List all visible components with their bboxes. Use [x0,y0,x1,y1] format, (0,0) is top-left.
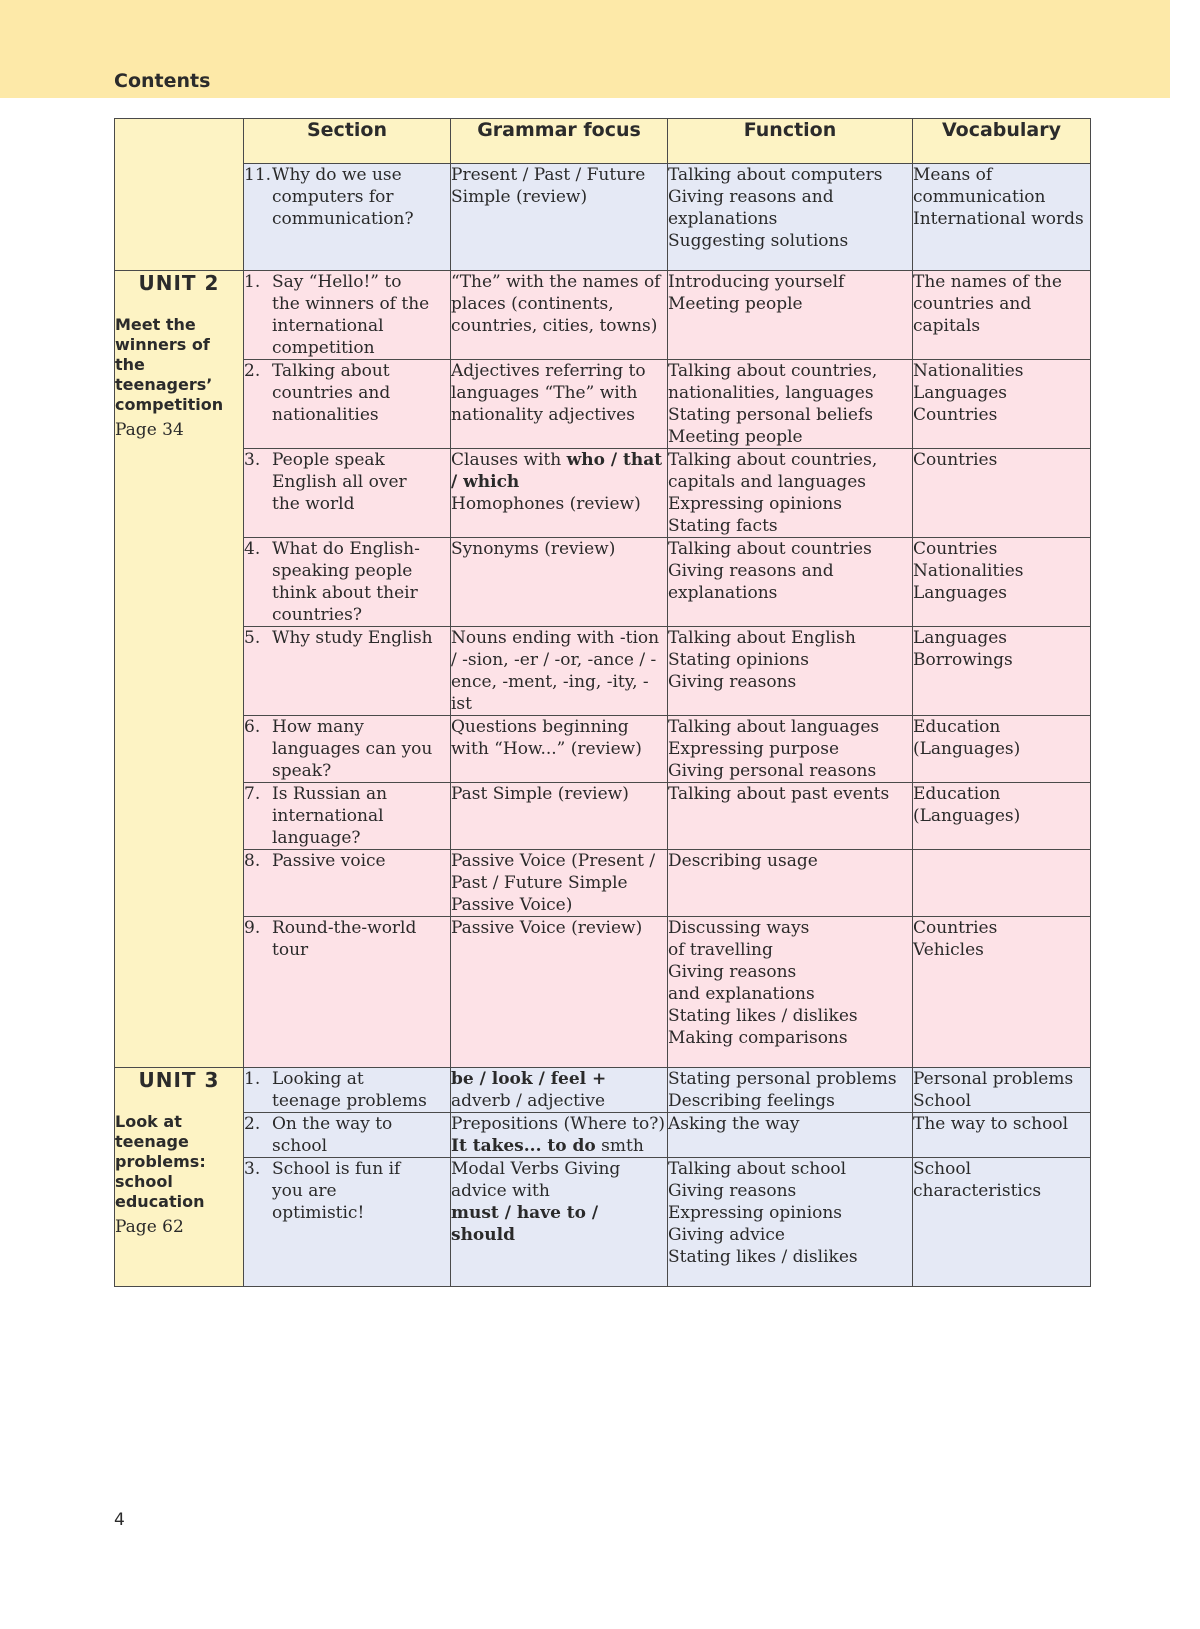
grammar-cell: Passive Voice (Present / Past / Future Simple Passive Voice) [451,850,668,917]
table-row [115,271,1091,360]
section-cell: 2. On the way to school [244,1113,451,1158]
section-cell: 7. Is Russian an international language? [244,783,451,850]
section-cell: 9. Round-the-world tour [244,917,451,1068]
table-row [115,1113,1091,1158]
vocabulary-cell: Countries Vehicles [913,917,1091,1068]
section-cell: 3. School is fun if you are optimistic! [244,1158,451,1287]
grammar-cell: Nouns ending with -tion / -sion, -er / -or, -ance / -ence, -ment, -ing, -ity, -ist [451,627,668,716]
table-row [115,716,1091,783]
grammar-cell: Present / Past / Future Simple (review) [451,164,668,271]
function-cell: Talking about countries Giving reasons and explanations [668,538,913,627]
function-cell: Talking about past events [668,783,913,850]
table-row [115,360,1091,449]
vocabulary-cell: Languages Borrowings [913,627,1091,716]
unit-2-cell [115,271,244,1068]
unit-subtitle: Look at teenage problems: school education [115,1112,206,1211]
table-row [115,1068,1091,1113]
unit-page: Page 62 [115,1217,184,1237]
function-cell: Talking about countries, capitals and languages Expressing opinions Stating facts [668,449,913,538]
vocabulary-cell: Countries Nationalities Languages [913,538,1091,627]
function-cell: Discussing ways of travelling Giving reasons and explanations Stating likes / dislikes Making comparisons [668,917,913,1068]
grammar-cell: Passive Voice (review) [451,917,668,1068]
section-cell: 3. People speak English all over the world [244,449,451,538]
vocabulary-cell: Education (Languages) [913,716,1091,783]
table-row [115,449,1091,538]
page-number: 4 [114,1510,125,1530]
function-cell: Introducing yourself Meeting people [668,271,913,360]
vocabulary-cell: Means of communication International words [913,164,1091,271]
table-row [115,917,1091,1068]
function-cell: Talking about school Giving reasons Expressing opinions Giving advice Stating likes / dislikes [668,1158,913,1287]
section-cell: 8. Passive voice [244,850,451,917]
vocabulary-cell: The names of the countries and capitals [913,271,1091,360]
grammar-cell: Questions beginning with “How...” (review) [451,716,668,783]
contents-table [114,118,1091,1287]
vocabulary-cell: Education (Languages) [913,783,1091,850]
grammar-cell: Modal Verbs Giving advice with must / have to / should [451,1158,668,1287]
vocabulary-cell: The way to school [913,1113,1091,1158]
function-cell: Asking the way [668,1113,913,1158]
section-cell: 1. Looking at teenage problems [244,1068,451,1113]
grammar-cell: Past Simple (review) [451,783,668,850]
section-cell: 6. How many languages can you speak? [244,716,451,783]
unit-title: UNIT 3 [138,1068,220,1092]
vocabulary-cell: School characteristics [913,1158,1091,1287]
grammar-cell: Clauses with who / that / which Homophones (review) [451,449,668,538]
unit-3-cell [115,1068,244,1287]
grammar-cell: be / look / feel + adverb / adjective [451,1068,668,1113]
grammar-cell: Adjectives referring to languages “The” with nationality adjectives [451,360,668,449]
section-cell: 4. What do English-speaking people think about their countries? [244,538,451,627]
section-cell: 2. Talking about countries and nationalities [244,360,451,449]
function-cell: Talking about computers Giving reasons and explanations Suggesting solutions [668,164,913,271]
column-header-grammar: Grammar focus [451,119,668,164]
column-header-section: Section [244,119,451,164]
grammar-cell: Prepositions (Where to?) It takes... to do smth [451,1113,668,1158]
function-cell: Talking about English Stating opinions Giving reasons [668,627,913,716]
table-row [115,538,1091,627]
unit-column-blank [115,119,244,271]
column-header-function: Function [668,119,913,164]
table-row [115,783,1091,850]
header-row [115,119,1091,164]
vocabulary-cell: Nationalities Languages Countries [913,360,1091,449]
table-row [115,164,1091,271]
function-cell: Describing usage [668,850,913,917]
unit-page: Page 34 [115,420,184,440]
function-cell: Stating personal problems Describing feelings [668,1068,913,1113]
unit-subtitle: Meet the winners of the teenagers’ competition [115,315,224,414]
grammar-cell: “The” with the names of places (continents, countries, cities, towns) [451,271,668,360]
page-title: Contents [114,70,211,92]
function-cell: Talking about languages Expressing purpose Giving personal reasons [668,716,913,783]
section-cell: 1. Say “Hello!” to the winners of the international competition [244,271,451,360]
table-row [115,627,1091,716]
vocabulary-cell: Personal problems School [913,1068,1091,1113]
column-header-vocabulary: Vocabulary [913,119,1091,164]
function-cell: Talking about countries, nationalities, languages Stating personal beliefs Meeting people [668,360,913,449]
unit-title: UNIT 2 [138,271,220,295]
table-row [115,1158,1091,1287]
table-row [115,850,1091,917]
vocabulary-cell [913,850,1091,917]
section-cell: 5. Why study English [244,627,451,716]
vocabulary-cell: Countries [913,449,1091,538]
section-cell: 11.Why do we use computers for communication? [244,164,451,271]
grammar-cell: Synonyms (review) [451,538,668,627]
